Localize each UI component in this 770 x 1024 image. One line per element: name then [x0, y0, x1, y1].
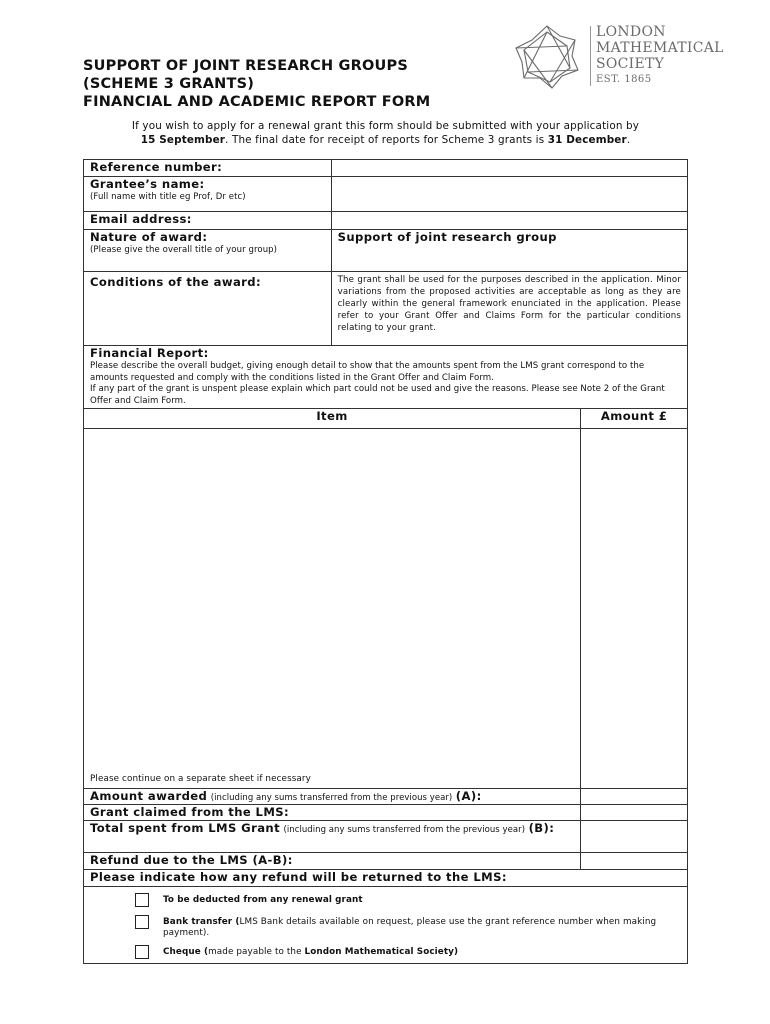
logo-wordmark	[596, 24, 724, 72]
amount-header	[581, 409, 688, 429]
option-cheque	[90, 945, 681, 961]
intro-part-a: If you wish to apply for a renewal grant this form should be submitted with your application by	[131, 120, 640, 132]
item-header-label: Item	[316, 409, 348, 423]
financial-heading: Financial Report:	[90, 346, 209, 360]
grantee-hint: (Full name with title eg Prof, Dr etc)	[90, 192, 246, 202]
title-line-2: (SCHEME 3 GRANTS)	[83, 76, 255, 92]
conditions-text: The grant shall be used for the purposes described in the application. Minor variations from the proposed activities are acceptable as long as they are clearly within the general framework enunciated in the application. Please refer to your Grant Offer and Claims Form for the particular conditions relating to your grant.	[337, 275, 681, 333]
nature-value-cell	[331, 230, 687, 272]
awarded-code: (A):	[455, 789, 482, 803]
conditions-text-cell	[331, 272, 687, 346]
email-label-cell	[84, 212, 332, 230]
financial-desc-2: If any part of the grant is unspent please explain which part could not be used and give the reasons. Please see Note 2 of the Grant Offer and Claim Form.	[90, 384, 665, 406]
reference-input[interactable]	[331, 160, 687, 177]
logo-line-1: LONDON	[596, 24, 666, 40]
logo-divider	[590, 26, 591, 86]
logo-line-2: MATHEMATICAL	[596, 40, 724, 56]
nature-hint: (Please give the overall title of your group)	[90, 245, 278, 255]
financial-heading-cell	[84, 346, 688, 409]
email-input[interactable]	[331, 212, 687, 230]
intro-part-b: . The final date for receipt of reports for Scheme 3 grants is	[225, 134, 548, 146]
spent-amount-input[interactable]	[581, 821, 688, 853]
lms-star-icon	[512, 22, 582, 92]
grantee-label: Grantee’s name:	[90, 177, 205, 191]
deduct-label: To be deducted from any renewal grant	[163, 895, 363, 905]
awarded-label: Amount awarded	[90, 789, 208, 803]
refund-how-cell	[84, 870, 688, 887]
bank-transfer-note: LMS Bank details available on request, please use the grant reference number when making payment).	[163, 917, 657, 938]
title-line-1: SUPPORT OF JOINT RESEARCH GROUPS	[83, 58, 408, 74]
reference-label: Reference number:	[90, 160, 223, 174]
deduct-checkbox[interactable]	[135, 893, 149, 907]
option-deduct	[90, 893, 681, 915]
continue-note: Please continue on a separate sheet if necessary	[90, 774, 311, 784]
nature-label: Nature of award:	[90, 230, 208, 244]
cheque-end: )	[453, 947, 459, 957]
refund-label: Refund due to the LMS (A-B):	[90, 853, 293, 867]
intro-date-2: 31 December	[547, 134, 627, 146]
bank-transfer-label: Bank transfer (	[163, 917, 240, 927]
intro-text	[83, 119, 688, 147]
refund-how-label: Please indicate how any refund will be returned to the LMS:	[90, 870, 507, 884]
bank-transfer-text	[163, 917, 673, 939]
reference-label-cell	[84, 160, 332, 177]
claimed-amount-input[interactable]	[581, 805, 688, 821]
intro-date-1: 15 September	[140, 134, 226, 146]
amount-entry-area[interactable]	[581, 429, 688, 789]
item-entry-area[interactable]	[84, 429, 581, 789]
cheque-payee: London Mathematical Society	[304, 947, 454, 957]
refund-amount-input[interactable]	[581, 853, 688, 870]
option-bank-transfer	[90, 915, 681, 945]
financial-desc-1: Please describe the overall budget, giving enough detail to show that the amounts spent from the LMS grant correspond to the amounts requested and comply with the conditions listed in the Grant Offer and Claim Form.	[90, 361, 645, 383]
bank-transfer-checkbox[interactable]	[135, 915, 149, 929]
logo-established: EST. 1865	[596, 74, 652, 85]
grantee-label-cell	[84, 177, 332, 212]
item-header	[84, 409, 581, 429]
cheque-checkbox[interactable]	[135, 945, 149, 959]
spent-code: (B):	[528, 821, 555, 835]
cheque-label: Cheque (	[163, 947, 209, 957]
spent-label: Total spent from LMS Grant	[90, 821, 281, 835]
logo-line-3: SOCIETY	[596, 56, 665, 72]
report-form	[83, 159, 688, 964]
nature-value: Support of joint research group	[337, 230, 557, 244]
intro-part-c: .	[626, 134, 631, 146]
awarded-note: (including any sums transferred from the previous year)	[210, 793, 453, 803]
conditions-label-cell	[84, 272, 332, 346]
grantee-input[interactable]	[331, 177, 687, 212]
cheque-note: made payable to the	[208, 947, 305, 957]
email-label: Email address:	[90, 212, 192, 226]
nature-label-cell	[84, 230, 332, 272]
form-title	[83, 57, 430, 111]
amount-header-label: Amount £	[600, 409, 668, 423]
claimed-label-cell	[84, 805, 581, 821]
conditions-label: Conditions of the award:	[90, 275, 262, 289]
awarded-amount-input[interactable]	[581, 789, 688, 805]
refund-label-cell	[84, 853, 581, 870]
lms-logo	[512, 22, 732, 92]
spent-note: (including any sums transferred from the previous year)	[283, 825, 526, 835]
spent-label-cell	[84, 821, 581, 853]
awarded-label-cell	[84, 789, 581, 805]
title-line-3: FINANCIAL AND ACADEMIC REPORT FORM	[83, 94, 431, 110]
cheque-text	[163, 947, 673, 958]
claimed-label: Grant claimed from the LMS:	[90, 805, 290, 819]
refund-options	[84, 887, 688, 964]
